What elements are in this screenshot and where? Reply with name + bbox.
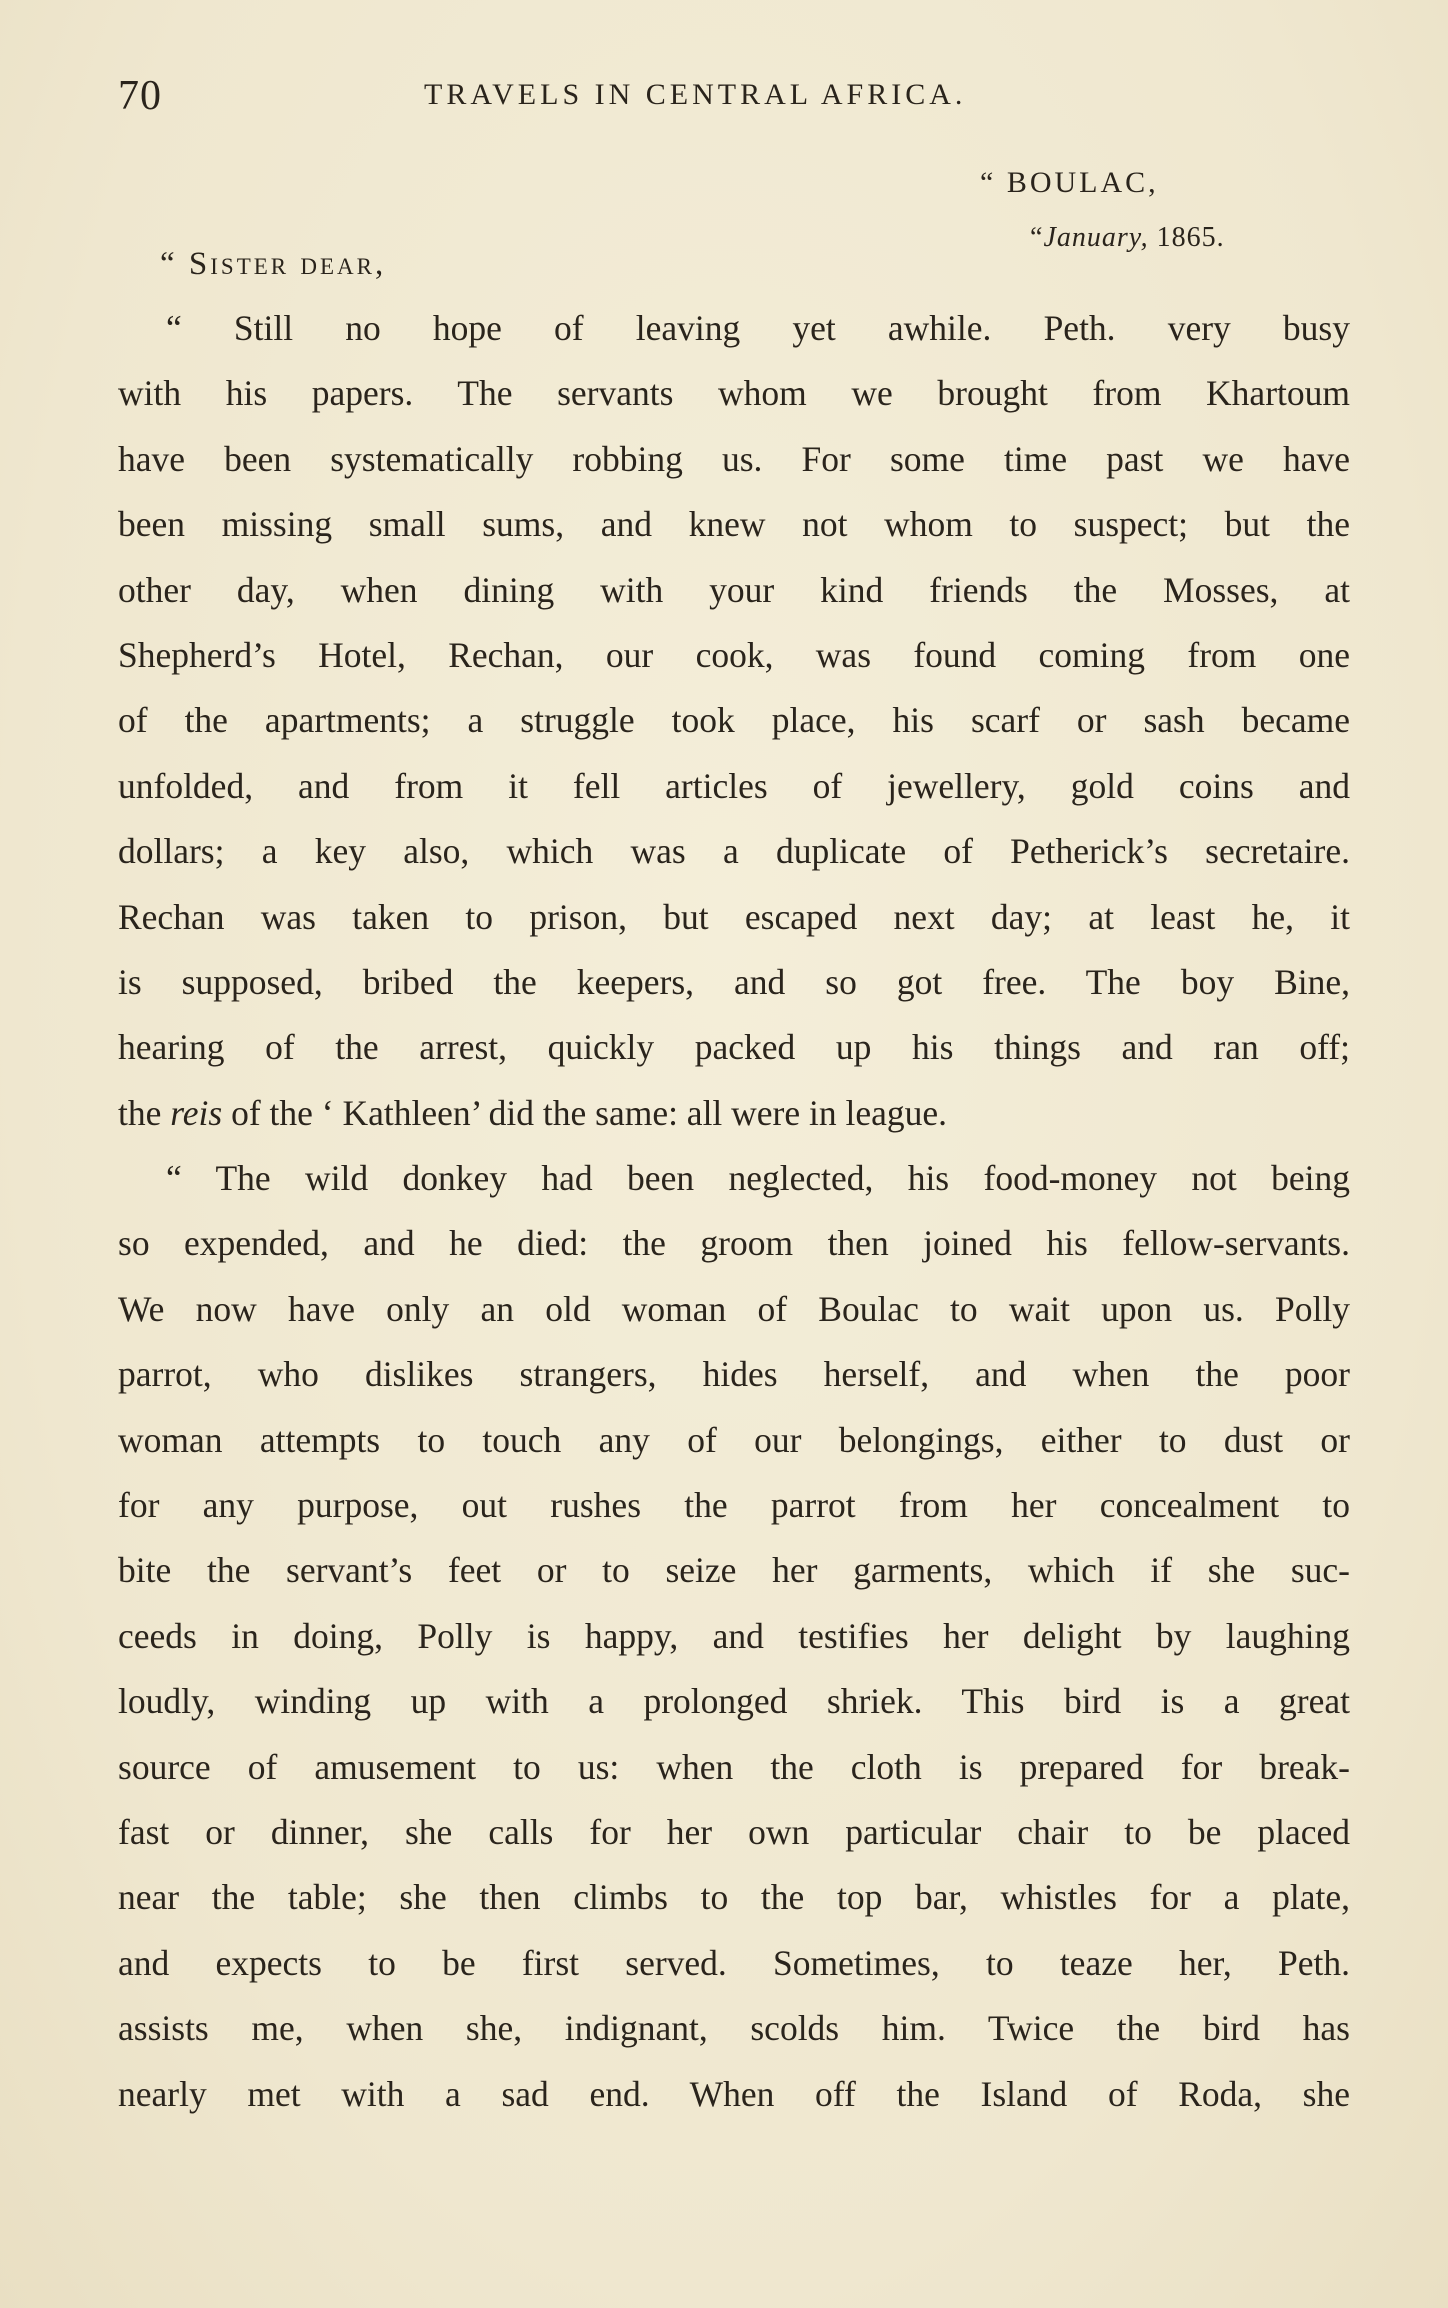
text-line: We now have only an old woman of Boulac to wait upon us. Polly — [118, 1288, 1350, 1329]
text-line: “ The wild donkey had been neglected, his food-money not being — [166, 1158, 1350, 1199]
salutation — [160, 246, 386, 283]
text-fragment: of the ‘ Kathleen’ did the same: all were in league. — [222, 1092, 948, 1133]
text-line: unfolded, and from it fell articles of jewellery, gold coins and — [118, 765, 1350, 806]
text-line: “ Still no hope of leaving yet awhile. Peth. very busy — [166, 308, 1350, 348]
paragraph-1 — [118, 296, 1350, 1146]
text-line: hearing of the arrest, quickly packed up his things and ran off; — [118, 1027, 1350, 1068]
text-line: Rechan was taken to prison, but escaped next day; at least he, it — [118, 896, 1350, 937]
salutation-text: Sister dear, — [188, 246, 387, 282]
text-line: other day, when dining with your kind friends the Mosses, at — [118, 569, 1350, 610]
text-line: Shepherd’s Hotel, Rechan, our cook, was found coming from one — [118, 634, 1350, 675]
dateline-date-year: 1865. — [1148, 222, 1225, 253]
text-line: dollars; a key also, which was a duplicate of Petherick’s secretaire. — [118, 831, 1350, 872]
salutation-quote: “ — [160, 246, 189, 282]
text-line: parrot, who dislikes strangers, hides herself, and when the poor — [118, 1354, 1350, 1395]
text-line: nearly met with a sad end. When off the Island of Roda, she — [118, 2073, 1350, 2114]
text-line: source of amusement to us: when the cloth is prepared for break- — [118, 1746, 1350, 1787]
text-line: fast or dinner, she calls for her own particular chair to be placed — [118, 1811, 1350, 1852]
text-line: so expended, and he died: the groom then joined his fellow-servants. — [118, 1223, 1350, 1264]
text-line: have been systematically robbing us. For some time past we have — [118, 438, 1350, 479]
text-line: woman attempts to touch any of our belongings, either to dust or — [118, 1419, 1350, 1460]
body-text — [118, 296, 1350, 2127]
text-line: bite the servant’s feet or to seize her garments, which if she suc- — [118, 1550, 1350, 1591]
text-line: been missing small sums, and knew not whom to suspect; but the — [118, 504, 1350, 545]
paragraph-2 — [118, 1146, 1350, 2127]
text-line: near the table; she then climbs to the top bar, whistles for a plate, — [118, 1877, 1350, 1918]
page-header — [118, 72, 1348, 122]
running-title: TRAVELS IN CENTRAL AFRICA. — [424, 78, 967, 111]
text-line: is supposed, bribed the keepers, and so got free. The boy Bine, — [118, 961, 1350, 1002]
text-line: with his papers. The servants whom we brought from Khartoum — [118, 373, 1350, 414]
dateline-place: “ BOULAC, — [980, 166, 1159, 199]
page-number: 70 — [118, 73, 162, 119]
text-line: loudly, winding up with a prolonged shriek. This bird is a great — [118, 1681, 1350, 1722]
text-line: for any purpose, out rushes the parrot from her concealment to — [118, 1485, 1350, 1526]
text-line: assists me, when she, indignant, scolds him. Twice the bird has — [118, 2008, 1350, 2049]
dateline-date-quote: “ — [1030, 222, 1044, 253]
italic-word: reis — [170, 1092, 223, 1133]
text-fragment: the — [118, 1092, 171, 1133]
text-line: ceeds in doing, Polly is happy, and testifies her delight by laughing — [118, 1615, 1350, 1656]
text-line — [118, 1081, 1350, 1146]
dateline-date-month: January, — [1043, 222, 1149, 253]
text-line: and expects to be first served. Sometimes, to teaze her, Peth. — [118, 1942, 1350, 1983]
text-line: of the apartments; a struggle took place, his scarf or sash became — [118, 700, 1350, 741]
dateline-date — [1030, 222, 1288, 254]
